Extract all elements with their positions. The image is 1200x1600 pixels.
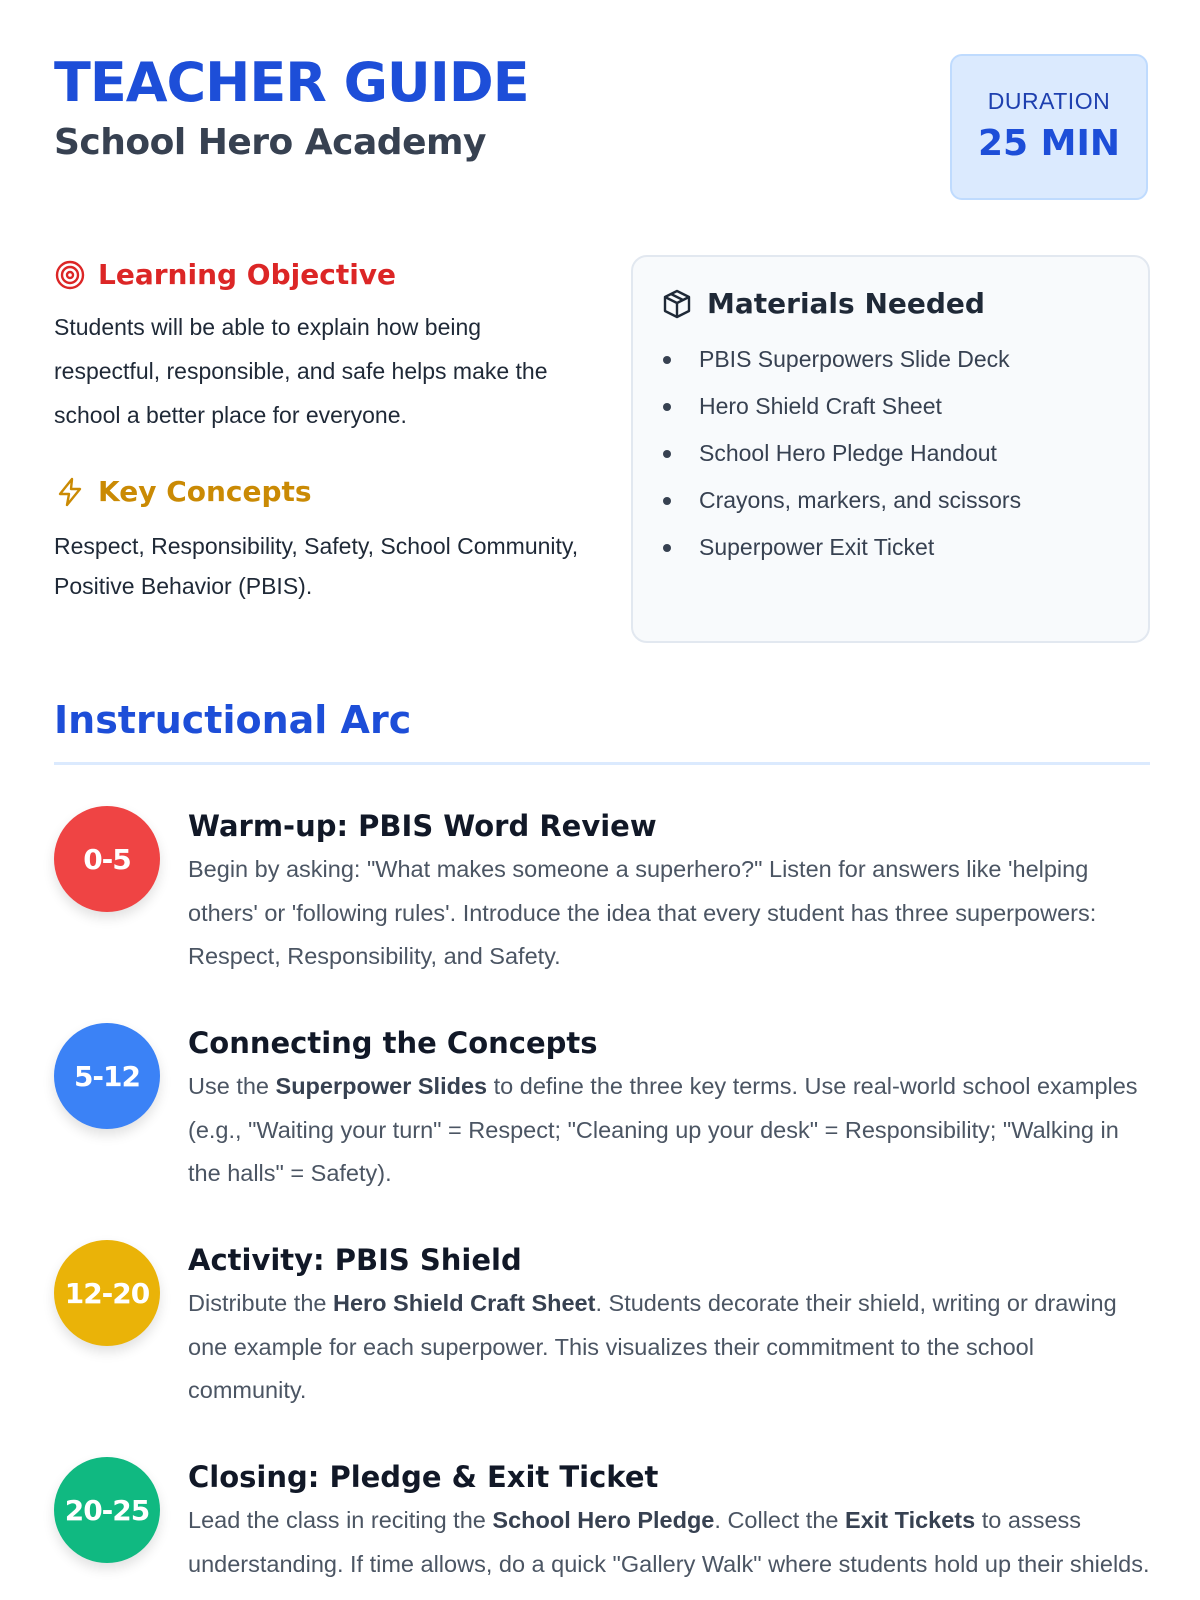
target-icon	[54, 259, 86, 291]
step-description	[188, 1282, 1150, 1413]
emphasized-text: Superpower Slides	[275, 1073, 488, 1099]
step-title: Connecting the Concepts	[188, 1026, 598, 1060]
step-body	[188, 1240, 1150, 1413]
materials-heading	[661, 287, 1120, 320]
page-subtitle: School Hero Academy	[54, 122, 486, 163]
learning-objective-title: Learning Objective	[98, 258, 397, 291]
step-body	[188, 1023, 1150, 1196]
objective-column	[54, 258, 584, 606]
page-header	[54, 51, 529, 163]
description-text: Use the	[188, 1073, 276, 1099]
key-concepts-text: Respect, Responsibility, Safety, School Community, Positive Behavior (PBIS).	[54, 533, 579, 599]
description-text: Distribute the	[188, 1290, 333, 1316]
materials-title: Materials Needed	[707, 287, 985, 320]
materials-item: School Hero Pledge Handout	[661, 430, 1120, 477]
description-text: . Students decorate their shield, writing or drawing one example for each superpower. This visualizes their commitment to the school community.	[188, 1290, 1117, 1403]
step-body	[188, 806, 1150, 979]
materials-item: Superpower Exit Ticket	[661, 524, 1120, 571]
description-text: Lead the class in reciting the	[188, 1507, 493, 1533]
step-time-badge: 0-5	[54, 806, 160, 912]
materials-card	[631, 255, 1150, 643]
step-time-badge: 20-25	[54, 1457, 160, 1563]
step-title: Activity: PBIS Shield	[188, 1243, 522, 1277]
step-body	[188, 1457, 1150, 1586]
materials-list	[661, 336, 1120, 571]
description-text: Begin by asking: "What makes someone a superhero?" Listen for answers like 'helping others' or 'following rules'. Introduce the idea that every student has three superpowers: Respect, Responsibility, and Safety.	[188, 856, 1097, 969]
emphasized-text: Exit Tickets	[845, 1507, 976, 1533]
duration-badge	[950, 54, 1148, 200]
step-description	[188, 848, 1150, 979]
step-time-badge: 5-12	[54, 1023, 160, 1129]
key-concepts-title: Key Concepts	[98, 475, 312, 508]
materials-item: PBIS Superpowers Slide Deck	[661, 336, 1120, 383]
step-title: Warm-up: PBIS Word Review	[188, 809, 657, 843]
materials-item: Crayons, markers, and scissors	[661, 477, 1120, 524]
instructional-arc-heading: Instructional Arc	[54, 698, 412, 742]
step-time-badge: 12-20	[54, 1240, 160, 1346]
learning-objective-text: Students will be able to explain how being respectful, responsible, and safe helps make the school a better place for everyone.	[54, 314, 548, 428]
step-description	[188, 1065, 1150, 1196]
learning-objective-heading	[54, 258, 584, 291]
section-divider	[54, 762, 1150, 765]
description-text: to assess understanding. If time allows, do a quick "Gallery Walk" where students hold up their shields.	[188, 1507, 1150, 1577]
lightning-icon	[54, 476, 86, 508]
emphasized-text: Hero Shield Craft Sheet	[332, 1290, 596, 1316]
duration-label: DURATION	[987, 88, 1111, 114]
materials-item: Hero Shield Craft Sheet	[661, 383, 1120, 430]
description-text: . Collect the	[714, 1507, 846, 1533]
box-icon	[661, 288, 693, 320]
key-concepts-heading	[54, 475, 584, 508]
duration-value: 25 MIN	[978, 123, 1120, 164]
page-title: TEACHER GUIDE	[54, 51, 529, 114]
step-title: Closing: Pledge & Exit Ticket	[188, 1460, 659, 1494]
description-text: to define the three key terms. Use real-world school examples (e.g., "Waiting your turn" = Respect; "Cleaning up your desk" = Responsibility; "Walking in the halls" = Safety).	[188, 1073, 1138, 1186]
step-description	[188, 1499, 1150, 1586]
emphasized-text: School Hero Pledge	[492, 1507, 715, 1533]
